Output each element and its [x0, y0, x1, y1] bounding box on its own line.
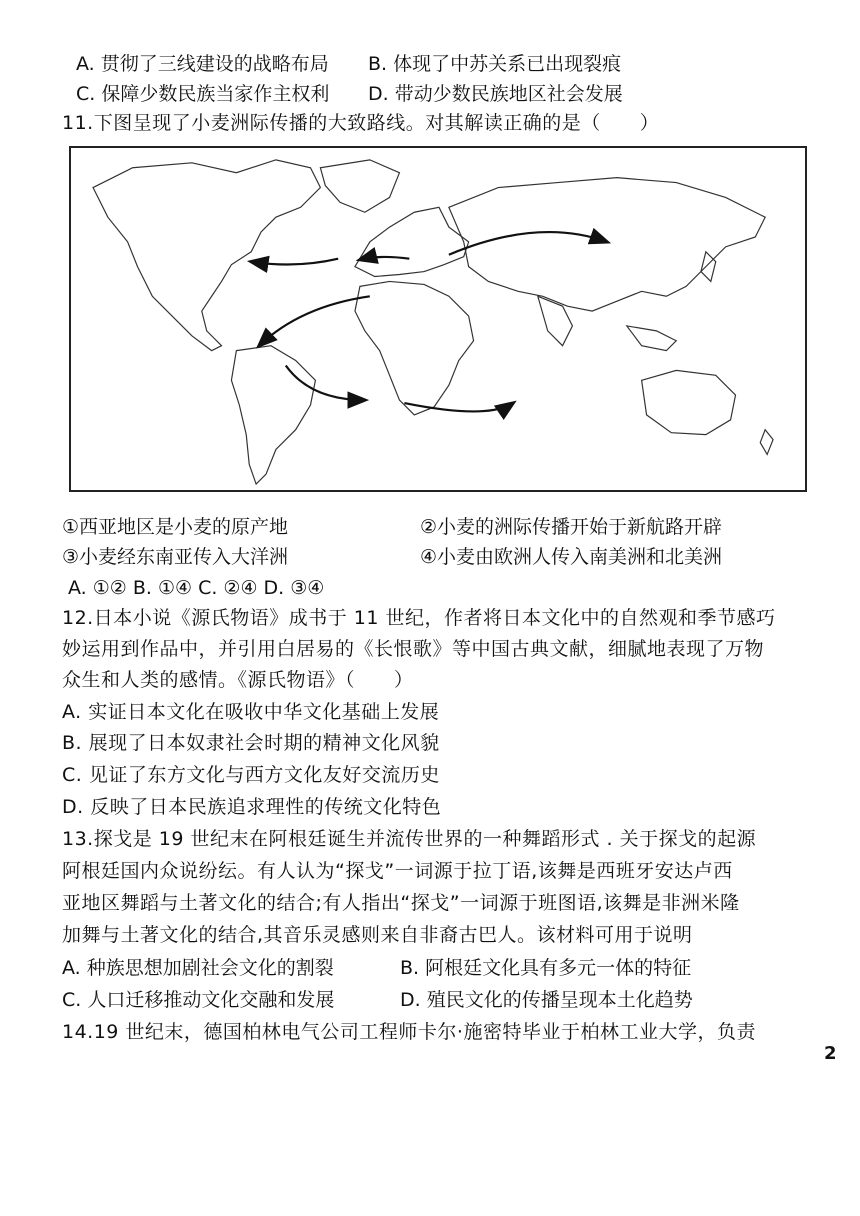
- india-outline: [538, 296, 573, 345]
- q11-statement-1: ①西亚地区是小麦的原产地: [62, 516, 289, 538]
- continent-outlines: [93, 160, 773, 484]
- europe-outline: [355, 207, 469, 276]
- q13-option-c: C. 人口迁移推动文化交融和发展: [62, 989, 335, 1011]
- asia-outline: [449, 178, 765, 311]
- q10-option-c: C. 保障少数民族当家作主权利: [76, 83, 330, 105]
- q12-stem-line2: 妙运用到作品中，并引用白居易的《长恨歌》等中国古典文献，细腻地表现了万物: [62, 638, 765, 660]
- q12-option-c: C. 见证了东方文化与西方文化友好交流历史: [62, 764, 440, 786]
- route-europe-to-south-america: [259, 296, 370, 345]
- q13-stem-line3: 亚地区舞蹈与土著文化的结合;有人指出“探戈”一词源于班图语,该舞是非洲米隆: [62, 892, 740, 914]
- route-westasia-to-east-asia: [449, 232, 607, 255]
- page-number: 2: [824, 1043, 837, 1064]
- q11-statement-2: ②小麦的洲际传播开始于新航路开辟: [420, 516, 723, 538]
- q11-statement-3: ③小麦经东南亚传入大洋洲: [62, 546, 289, 568]
- q12-stem-line1: 12.日本小说《源氏物语》成书于 11 世纪，作者将日本文化中的自然观和季节感巧: [62, 607, 776, 629]
- africa-outline: [355, 281, 474, 414]
- australia-outline: [642, 370, 736, 434]
- southeast-asia-islands-outline: [627, 326, 676, 351]
- q13-stem-line1: 13.探戈是 19 世纪末在阿根廷诞生并流传世界的一种舞蹈形式 . 关于探戈的起源: [62, 828, 757, 850]
- route-westasia-to-europe: [360, 257, 409, 260]
- north-america-outline: [93, 160, 320, 351]
- wheat-routes: [251, 232, 607, 411]
- q10-option-b: B. 体现了中苏关系已出现裂痕: [368, 53, 622, 75]
- new-zealand-outline: [760, 430, 773, 455]
- q12-option-a: A. 实证日本文化在吸收中华文化基础上发展: [62, 701, 440, 723]
- q12-stem-line3: 众生和人类的感情。《源氏物语》（ ）: [62, 669, 414, 691]
- q12-option-b: B. 展现了日本奴隶社会时期的精神文化风貌: [62, 732, 440, 754]
- route-africa-to-australia: [404, 403, 513, 411]
- route-europe-to-north-america: [251, 259, 338, 265]
- q13-stem-line2: 阿根廷国内众说纷纭。有人认为“探戈”一词源于拉丁语,该舞是西班牙安达卢西: [62, 860, 733, 882]
- q13-option-a: A. 种族思想加剧社会文化的割裂: [62, 957, 334, 979]
- q11-stem: 11.下图呈现了小麦洲际传播的大致路线。对其解读正确的是（ ）: [62, 112, 660, 134]
- world-map-figure: [71, 148, 805, 490]
- q12-option-d: D. 反映了日本民族追求理性的传统文化特色: [62, 796, 442, 818]
- q14-stem-line1: 14.19 世纪末，德国柏林电气公司工程师卡尔·施密特毕业于柏林工业大学，负责: [62, 1021, 756, 1043]
- wheat-spread-world-map: [69, 146, 807, 492]
- japan-outline: [701, 252, 716, 282]
- greenland-outline: [320, 160, 399, 212]
- q13-stem-line4: 加舞与土著文化的结合,其音乐灵感则来自非裔古巴人。该材料可用于说明: [62, 924, 693, 946]
- route-south-america-to-africa: [286, 365, 365, 400]
- q10-option-d: D. 带动少数民族地区社会发展: [368, 83, 623, 105]
- q11-options: A. ①② B. ①④ C. ②④ D. ③④: [68, 577, 325, 599]
- q11-statement-4: ④小麦由欧洲人传入南美洲和北美洲: [420, 546, 723, 568]
- q10-option-a: A. 贯彻了三线建设的战略布局: [76, 53, 329, 75]
- q13-option-b: B. 阿根廷文化具有多元一体的特征: [400, 957, 692, 979]
- south-america-outline: [231, 346, 315, 484]
- q13-option-d: D. 殖民文化的传播呈现本土化趋势: [400, 989, 693, 1011]
